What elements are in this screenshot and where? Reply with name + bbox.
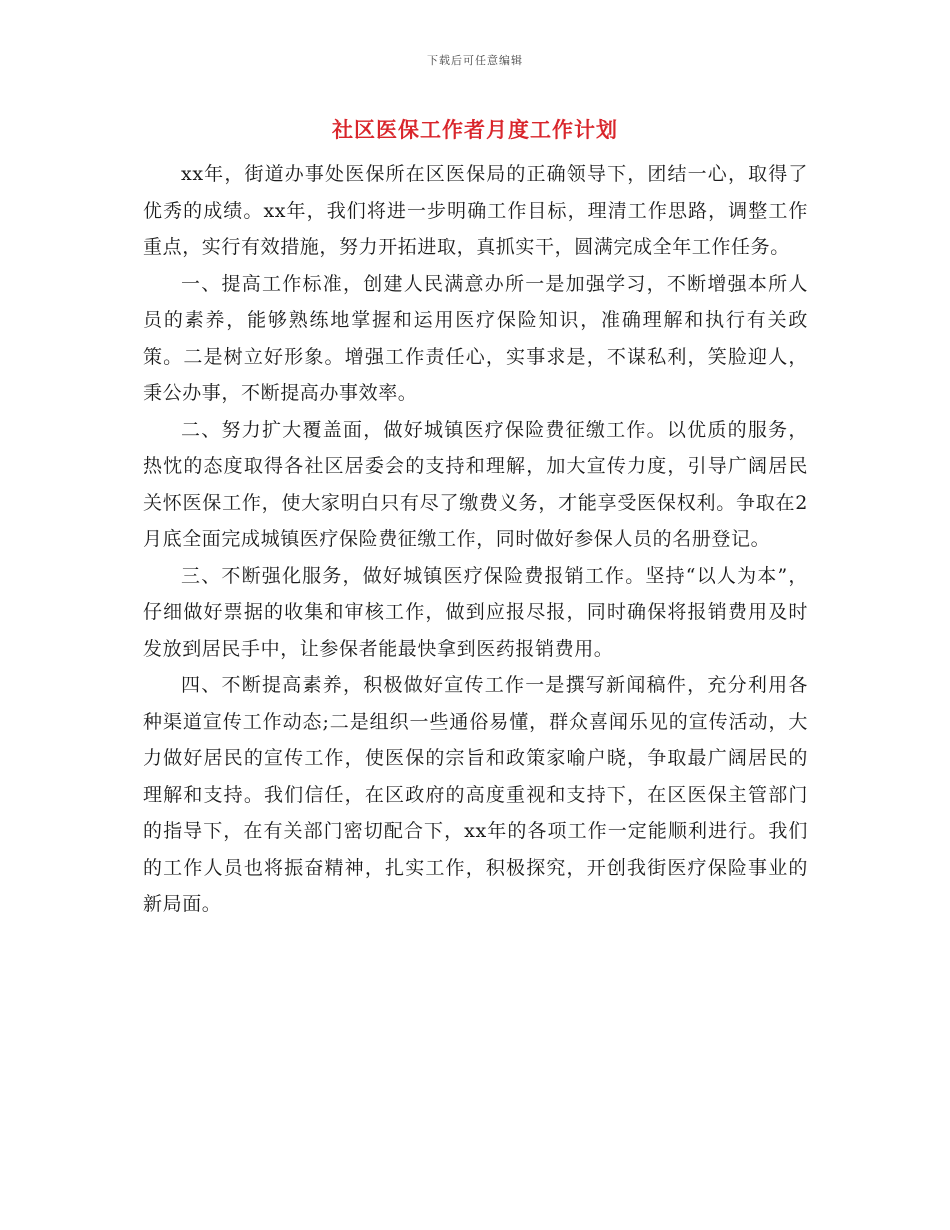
- header-note: 下载后可任意编辑: [427, 54, 523, 67]
- paragraph-section-4: 四、不断提高素养，积极做好宣传工作一是撰写新闻稿件，充分利用各种渠道宣传工作动态;二是组织一些通俗易懂，群众喜闻乐见的宣传活动，大力做好居民的宣传工作，使医保的宗旨和政策家喻户晓，争取最广阔居民的理解和支持。我们信任，在区政府的高度重视和支持下，在区医保主管部门的指导下，在有关部门密切配合下，xx年的各项工作一定能顺利进行。我们的工作人员也将振奋精神，扎实工作，积极探究，开创我街医疗保险事业的新局面。: [143, 674, 808, 915]
- paragraph-section-1: 一、提高工作标准，创建人民满意办所一是加强学习，不断增强本所人员的素养，能够熟练地掌握和运用医疗保险知识，准确理解和执行有关政策。二是树立好形象。增强工作责任心，实事求是，不谋私利，笑脸迎人，秉公办事，不断提高办事效率。: [143, 272, 808, 404]
- document-title: 社区医保工作者月度工作计划: [332, 117, 618, 142]
- paragraph-section-2: 二、努力扩大覆盖面，做好城镇医疗保险费征缴工作。以优质的服务，热忱的态度取得各社区居委会的支持和理解，加大宣传力度，引导广阔居民关怀医保工作，使大家明白只有尽了缴费义务，才能享受医保权利。争取在2月底全面完成城镇医疗保险费征缴工作，同时做好参保人员的名册登记。: [143, 418, 808, 550]
- paragraph-section-3: 三、不断强化服务，做好城镇医疗保险费报销工作。坚持“以人为本”，仔细做好票据的收集和审核工作，做到应报尽报，同时确保将报销费用及时发放到居民手中，让参保者能最快拿到医药报销费用。: [143, 564, 808, 660]
- paragraph-intro: xx年，街道办事处医保所在区医保局的正确领导下，团结一心，取得了优秀的成绩。xx年，我们将进一步明确工作目标，理清工作思路，调整工作重点，实行有效措施，努力开拓进取，真抓实干，圆满完成全年工作任务。: [143, 163, 808, 258]
- document-body: [143, 156, 808, 923]
